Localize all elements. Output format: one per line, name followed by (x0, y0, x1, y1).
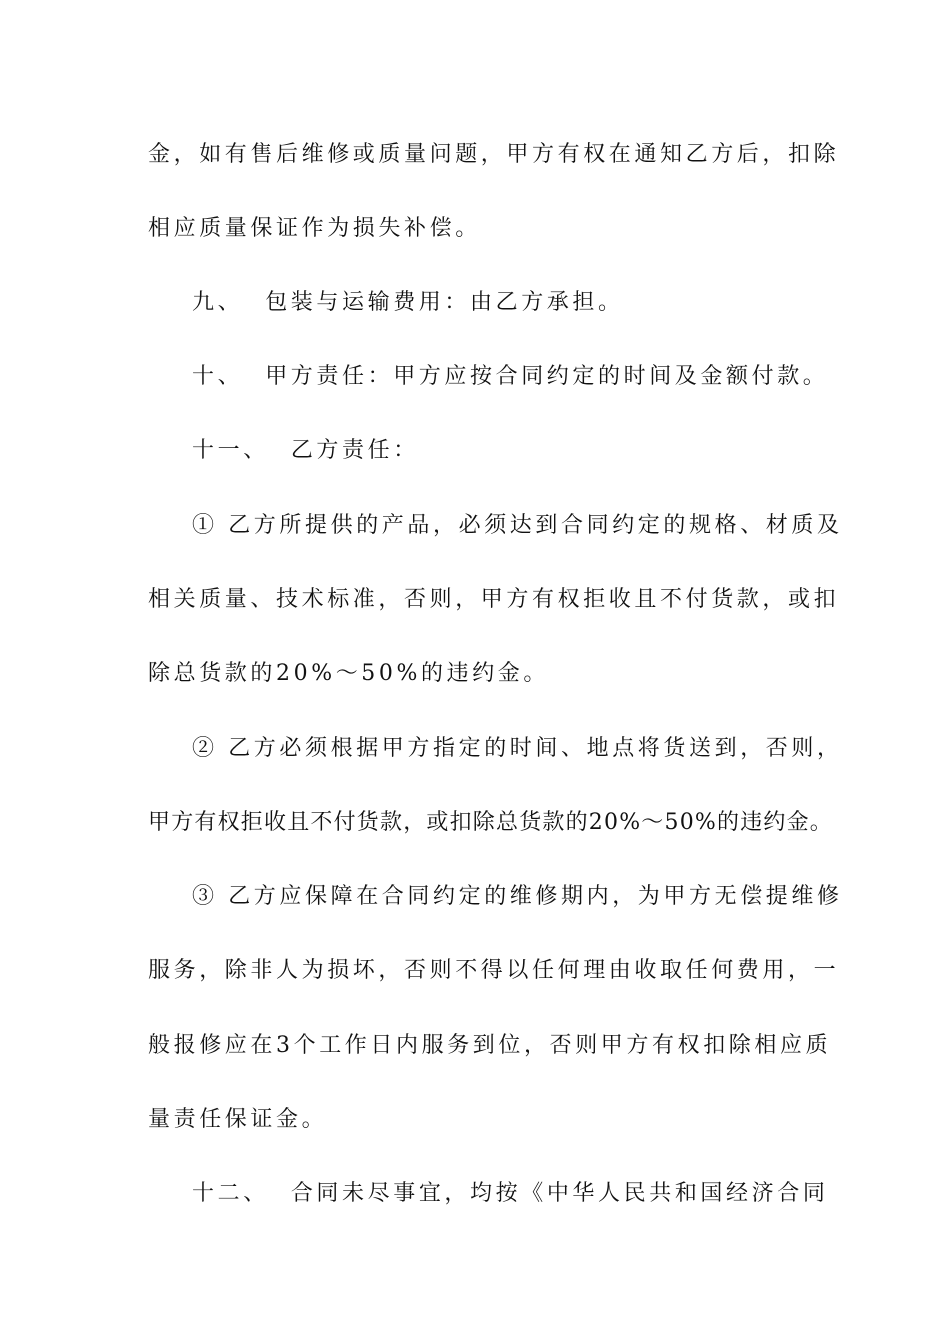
line-text: 般报修应在3个工作日内服务到位，否则甲方有权扣除相应质 (148, 1033, 832, 1058)
clause-9 (192, 283, 852, 323)
paragraph-line (192, 729, 852, 769)
paragraph-line (148, 135, 840, 175)
paragraph-line (148, 580, 840, 620)
clause-11 (192, 431, 852, 471)
clause-number: 十、 (192, 364, 244, 389)
line-text: 除总货款的20%～50%的违约金。 (148, 661, 549, 686)
clause-text: 甲方责任：甲方应按合同约定的时间及金额付款。 (265, 364, 829, 389)
clause-number: 十一、 (192, 438, 269, 463)
clause-text: 合同未尽事宜，均按《中华人民共和国经济合同 (290, 1181, 829, 1206)
paragraph-line (148, 951, 840, 991)
line-text: ① 乙方所提供的产品，必须达到合同约定的规格、材质及 (192, 513, 843, 538)
paragraph-line (148, 209, 808, 249)
line-text: 服务，除非人为损坏，否则不得以任何理由收取任何费用，一 (148, 958, 840, 983)
clause-number: 九、 (192, 290, 244, 315)
line-text: 相应质量保证作为损失补偿。 (148, 216, 481, 241)
clause-10 (192, 357, 852, 397)
clause-text: 乙方责任： (290, 438, 419, 463)
paragraph-line (192, 877, 852, 917)
clause-number: 十二、 (192, 1181, 269, 1206)
line-text: 甲方有权拒收且不付货款，或扣除总货款的20%～50%的违约金。 (148, 810, 833, 835)
paragraph-line (148, 803, 833, 843)
paragraph-line (148, 654, 808, 694)
line-text: ③ 乙方应保障在合同约定的维修期内，为甲方无偿提维修 (192, 884, 843, 909)
paragraph-line (148, 1026, 832, 1066)
line-text: 相关质量、技术标准，否则，甲方有权拒收且不付货款，或扣 (148, 587, 840, 612)
clause-text: 包装与运输费用：由乙方承担。 (265, 290, 624, 315)
line-text: 金，如有售后维修或质量问题，甲方有权在通知乙方后，扣除 (148, 142, 840, 167)
line-text: ② 乙方必须根据甲方指定的时间、地点将货送到，否则， (192, 736, 843, 761)
paragraph-line (192, 506, 852, 546)
paragraph-line (148, 1100, 808, 1140)
line-text: 量责任保证金。 (148, 1107, 328, 1132)
clause-12 (192, 1174, 852, 1214)
